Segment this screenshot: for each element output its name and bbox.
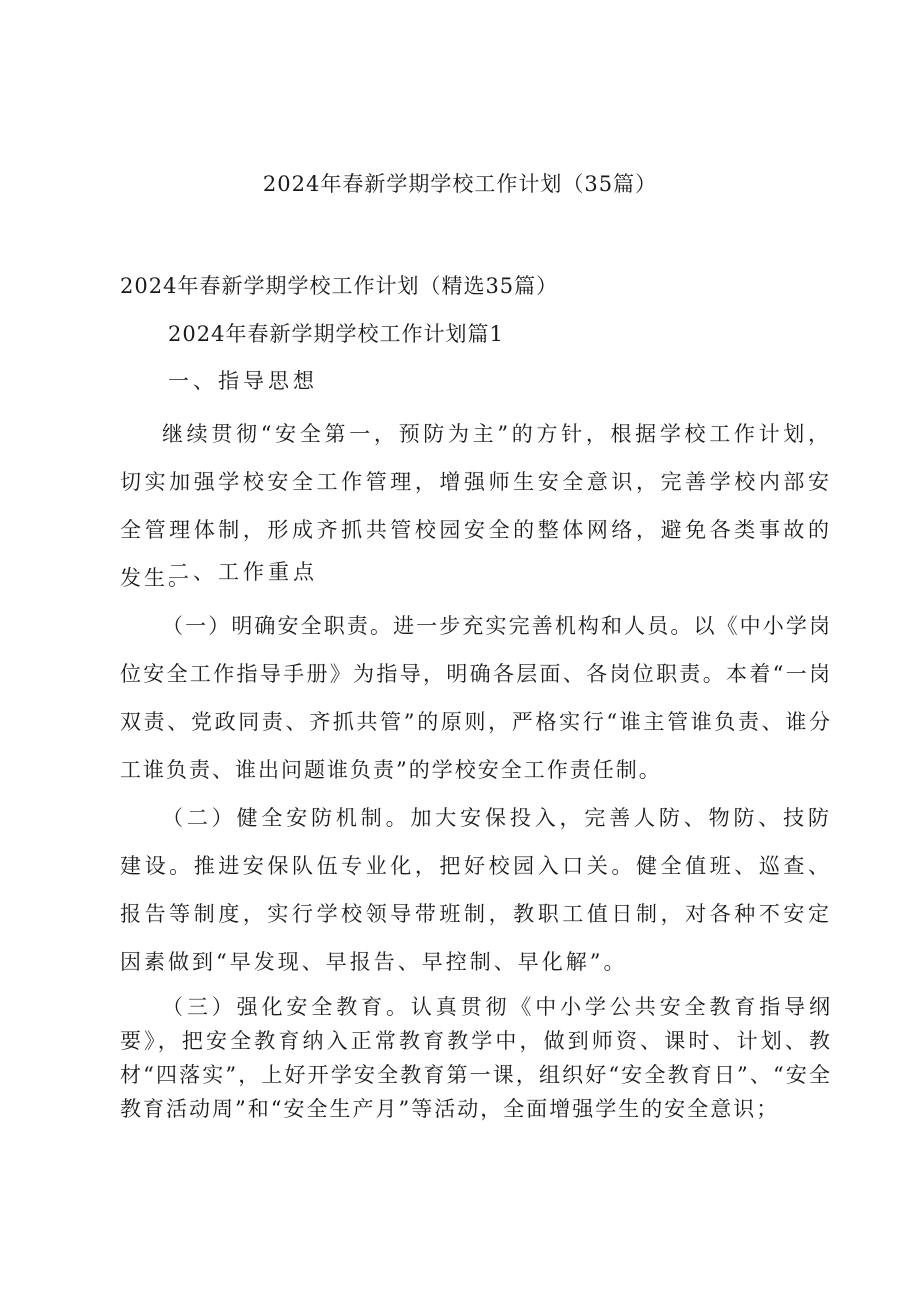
paragraph-security-mechanism: （二）健全安防机制。加大安保投入，完善人防、物防、技防建设。推进安保队伍专业化，把好校园入口关。健全值班、巡查、报告等制度，实行学校领导带班制，教职工值日制，对各种不安定因素做到“早发现、早报告、早控制、早化解”。: [120, 806, 832, 974]
section-title: 2024年春新学期学校工作计划篇1: [168, 322, 504, 346]
document-title: 2024年春新学期学校工作计划（35篇）: [262, 172, 658, 196]
paragraph-safety-duties: （一）明确安全职责。进一步充实完善机构和人员。以《中小学岗位安全工作指导手册》为指导，明确各层面、各岗位职责。本着“一岗双责、党政同责、齐抓共管”的原则，严格实行“谁主管谁负责、谁分工谁负责、谁出问题谁负责”的学校安全工作责任制。: [120, 614, 832, 782]
paragraph-guiding-ideology: 继续贯彻“安全第一，预防为主”的方针，根据学校工作计划，切实加强学校安全工作管理，增强师生安全意识，完善学校内部安全管理体制，形成齐抓共管校园安全的整体网络，避免各类事故的发生。: [120, 422, 832, 590]
document-subtitle: 2024年春新学期学校工作计划（精选35篇）: [120, 274, 559, 298]
heading-work-focus: 二、工作重点: [168, 560, 318, 584]
paragraph-safety-education: （三）强化安全教育。认真贯彻《中小学公共安全教育指导纲要》，把安全教育纳入正常教育教学中，做到师资、课时、计划、教材“四落实”，上好开学安全教育第一课，组织好“安全教育日”、“安全教育活动周”和“安全生产月”等活动，全面增强学生的安全意识；: [120, 995, 832, 1121]
heading-guiding-ideology: 一、指导思想: [168, 369, 318, 393]
